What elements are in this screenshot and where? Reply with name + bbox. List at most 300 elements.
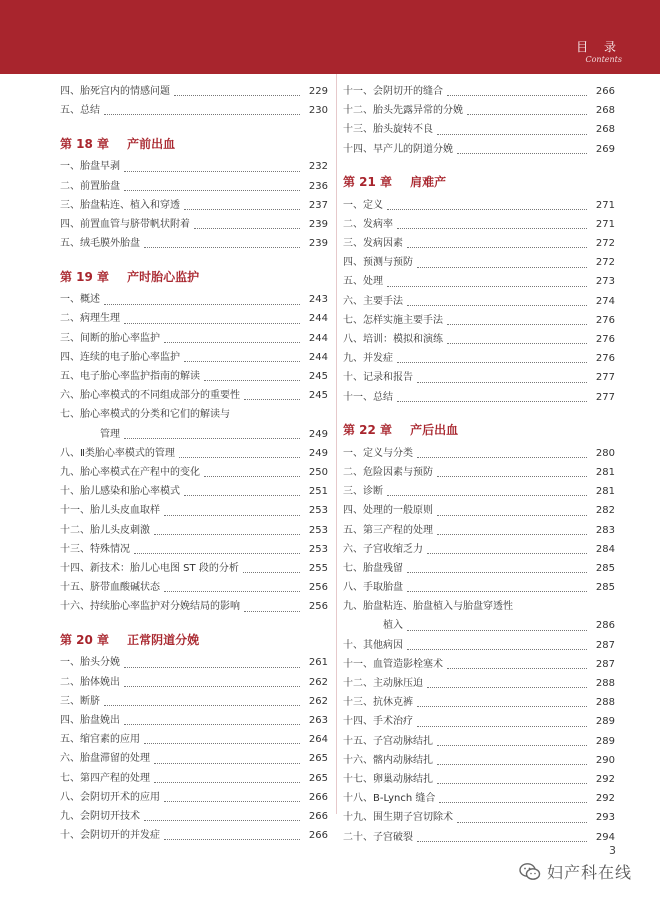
dot-leader <box>437 782 587 784</box>
toc-entry[interactable] <box>343 597 615 616</box>
toc-entry[interactable] <box>343 674 615 693</box>
header-title: 目 录 <box>576 40 622 54</box>
dot-leader <box>417 725 587 727</box>
toc-entry-page: 265 <box>308 753 328 765</box>
toc-entry[interactable] <box>60 425 328 444</box>
toc-entry-page: 271 <box>595 199 615 211</box>
toc-entry-page: 280 <box>595 447 615 459</box>
dot-leader <box>184 494 300 496</box>
toc-entry[interactable] <box>60 215 328 234</box>
dot-leader <box>204 379 300 381</box>
toc-entry-title: 一、胎头分娩 <box>60 657 120 669</box>
dot-leader <box>124 322 300 324</box>
toc-entry-page: 253 <box>308 505 328 517</box>
chapter-heading <box>343 416 615 444</box>
toc-entry-title: 六、胎心率模式的不同组成部分的重要性 <box>60 390 240 402</box>
chapter-title: 正常阴道分娩 <box>127 633 200 647</box>
toc-entry-title: 十六、髂内动脉结扎 <box>343 754 433 766</box>
dot-leader <box>437 514 587 516</box>
toc-entry-page: 289 <box>595 716 615 728</box>
dot-leader <box>427 552 587 554</box>
toc-entry-title: 十五、子宫动脉结扎 <box>343 735 433 747</box>
toc-entry-title: 一、胎盘早剥 <box>60 161 120 173</box>
toc-entry[interactable] <box>343 140 615 159</box>
toc-entry-page: 271 <box>595 218 615 230</box>
toc-entry[interactable] <box>60 290 328 309</box>
dot-leader <box>439 801 587 803</box>
toc-entry[interactable] <box>343 828 615 847</box>
dot-leader <box>397 361 587 363</box>
toc-entry-title: 十三、抗休克裤 <box>343 697 413 709</box>
dot-leader <box>407 590 587 592</box>
dot-leader <box>244 398 300 400</box>
toc-entry[interactable] <box>60 82 328 101</box>
toc-entry[interactable] <box>343 617 615 636</box>
dot-leader <box>154 762 300 764</box>
toc-entry-page: 262 <box>308 676 328 688</box>
toc-entry-page: 294 <box>595 831 615 843</box>
toc-entry-title: 十二、胎儿头皮刺激 <box>60 524 150 536</box>
toc-entry-title: 九、胎盘粘连、胎盘植入与胎盘穿透性 <box>343 601 513 613</box>
toc-entry-page: 265 <box>308 772 328 784</box>
dot-leader <box>397 400 587 402</box>
toc-entry-title: 十三、特殊情况 <box>60 543 130 555</box>
dot-leader <box>437 763 587 765</box>
dot-leader <box>387 494 587 496</box>
toc-entry[interactable] <box>60 329 328 348</box>
dot-leader <box>244 610 300 612</box>
toc-entry-page: 236 <box>308 180 328 192</box>
toc-entry[interactable] <box>60 730 328 749</box>
toc-entry-title: 十、其他病因 <box>343 639 403 651</box>
toc-entry[interactable] <box>343 789 615 808</box>
dot-leader <box>154 781 300 783</box>
toc-entry[interactable] <box>343 349 615 368</box>
toc-entry-page: 276 <box>595 353 615 365</box>
toc-entry[interactable] <box>60 386 328 405</box>
toc-entry[interactable] <box>343 463 615 482</box>
header-subtitle: Contents <box>585 55 622 64</box>
toc-entry-title: 一、定义与分类 <box>343 447 413 459</box>
toc-entry[interactable] <box>343 559 615 578</box>
toc-entry[interactable] <box>343 770 615 789</box>
toc-entry-title: 二、发病率 <box>343 218 393 230</box>
toc-entry-title: 五、电子胎心率监护指南的解读 <box>60 371 200 383</box>
toc-entry-title: 十、记录和报告 <box>343 372 413 384</box>
toc-entry[interactable] <box>60 157 328 176</box>
toc-entry[interactable] <box>343 273 615 292</box>
toc-entry-title: 三、断脐 <box>60 695 100 707</box>
toc-entry[interactable] <box>60 444 328 463</box>
toc-entry-title: 六、主要手法 <box>343 295 403 307</box>
toc-entry[interactable] <box>343 234 615 253</box>
toc-entry-title: 七、胎心率模式的分类和它们的解读与 <box>60 409 230 421</box>
toc-entry-page: 249 <box>308 428 328 440</box>
dot-leader <box>124 723 300 725</box>
toc-entry-title: 九、会阴切开技术 <box>60 810 140 822</box>
toc-entry-page: 261 <box>308 657 328 669</box>
toc-entry-page: 286 <box>595 620 615 632</box>
dot-leader <box>144 246 300 248</box>
toc-entry-title: 十二、胎头先露异常的分娩 <box>343 105 463 117</box>
dot-leader <box>164 800 300 802</box>
toc-entry[interactable] <box>60 692 328 711</box>
toc-entry-page: 256 <box>308 582 328 594</box>
toc-entry[interactable] <box>60 654 328 673</box>
toc-entry[interactable] <box>60 807 328 826</box>
dot-leader <box>407 648 587 650</box>
chapter-title: 产时胎心监护 <box>127 269 200 284</box>
toc-entry[interactable] <box>343 196 615 215</box>
header-banner <box>0 0 660 74</box>
dot-leader <box>179 456 300 458</box>
toc-entry-title: 五、绒毛膜外胎盘 <box>60 238 140 250</box>
toc-entry[interactable] <box>343 540 615 559</box>
toc-entry[interactable] <box>60 673 328 692</box>
toc-entry-title: 八、手取胎盘 <box>343 582 403 594</box>
dot-leader <box>164 341 300 343</box>
dot-leader <box>184 360 300 362</box>
toc-entry[interactable] <box>343 444 615 463</box>
toc-entry-page: 277 <box>595 372 615 384</box>
toc-entry-page: 243 <box>308 294 328 306</box>
dot-leader <box>417 381 587 383</box>
watermark <box>519 860 632 883</box>
toc-entry-page: 272 <box>595 238 615 250</box>
toc-entry-page: 268 <box>595 124 615 136</box>
dot-leader <box>467 113 587 115</box>
toc-entry-page: 253 <box>308 524 328 536</box>
toc-entry-title: 七、怎样实施主要手法 <box>343 314 443 326</box>
toc-entry-title: 五、总结 <box>60 105 100 117</box>
toc-entry-page: 230 <box>308 105 328 117</box>
toc-entry-page: 287 <box>595 658 615 670</box>
toc-entry[interactable] <box>60 597 328 616</box>
chapter-gap <box>60 120 328 126</box>
toc-entry-title: 六、子宫收缩乏力 <box>343 543 423 555</box>
chapter-number: 第 21 章 <box>343 175 393 190</box>
toc-entry-page: 239 <box>308 218 328 230</box>
toc-entry[interactable] <box>60 521 328 540</box>
toc-entry-title: 二、前置胎盘 <box>60 180 120 192</box>
toc-entry[interactable] <box>60 367 328 386</box>
toc-entry-page: 288 <box>595 697 615 709</box>
toc-entry[interactable] <box>60 196 328 215</box>
toc-entry-title: 十、会阴切开的并发症 <box>60 830 160 842</box>
dot-leader <box>174 94 300 96</box>
dot-leader <box>417 266 587 268</box>
toc-entry-page: 249 <box>308 447 328 459</box>
wechat-icon <box>519 862 541 882</box>
toc-entry-page: 232 <box>308 161 328 173</box>
dot-leader <box>437 133 587 135</box>
toc-entry-title: 十、胎儿感染和胎心率模式 <box>60 486 180 498</box>
dot-leader <box>407 304 587 306</box>
chapter-title: 产前出血 <box>127 136 176 151</box>
toc-entry-page: 245 <box>308 371 328 383</box>
toc-entry-title: 植入 <box>383 620 403 632</box>
toc-entry-title: 八、Ⅱ类胎心率模式的管理 <box>60 447 175 459</box>
toc-entry-title: 十三、胎头旋转不良 <box>343 124 433 136</box>
toc-entry-page: 244 <box>308 332 328 344</box>
toc-entry-page: 288 <box>595 678 615 690</box>
dot-leader <box>397 227 587 229</box>
toc-entry[interactable] <box>60 559 328 578</box>
dot-leader <box>104 113 300 115</box>
toc-entry-page: 292 <box>595 773 615 785</box>
chapter-gap <box>343 407 615 413</box>
dot-leader <box>457 821 587 823</box>
toc-entry-title: 四、处理的一般原则 <box>343 505 433 517</box>
toc-entry-page: 276 <box>595 314 615 326</box>
toc-entry-page: 290 <box>595 754 615 766</box>
toc-entry-page: 293 <box>595 812 615 824</box>
toc-entry[interactable] <box>343 808 615 827</box>
chapter-number: 第 18 章 <box>60 136 110 151</box>
toc-entry-page: 292 <box>595 793 615 805</box>
toc-entry[interactable] <box>343 215 615 234</box>
toc-entry-title: 二、病理生理 <box>60 313 120 325</box>
toc-entry[interactable] <box>60 769 328 788</box>
dot-leader <box>447 342 587 344</box>
dot-leader <box>437 744 587 746</box>
toc-entry-title: 五、第三产程的处理 <box>343 524 433 536</box>
toc-entry-title: 三、诊断 <box>343 486 383 498</box>
toc-entry[interactable] <box>343 693 615 712</box>
toc-entry[interactable] <box>60 234 328 253</box>
dot-leader <box>124 666 300 668</box>
toc-entry-page: 266 <box>595 85 615 97</box>
toc-entry[interactable] <box>343 636 615 655</box>
toc-entry-page: 289 <box>595 735 615 747</box>
dot-leader <box>164 590 300 592</box>
toc-entry[interactable] <box>60 348 328 367</box>
dot-leader <box>154 533 300 535</box>
toc-entry[interactable] <box>343 501 615 520</box>
toc-entry-page: 266 <box>308 830 328 842</box>
toc-entry-title: 三、发病因素 <box>343 238 403 250</box>
dot-leader <box>427 686 587 688</box>
toc-entry-title: 十一、会阴切开的缝合 <box>343 85 443 97</box>
toc-entry[interactable] <box>60 540 328 559</box>
toc-entry-title: 一、定义 <box>343 199 383 211</box>
dot-leader <box>417 456 587 458</box>
chapter-heading <box>60 262 328 290</box>
toc-entry-page: 266 <box>308 810 328 822</box>
chapter-number: 第 19 章 <box>60 269 110 284</box>
toc-entry[interactable] <box>343 120 615 139</box>
dot-leader <box>124 437 300 439</box>
dot-leader <box>447 667 587 669</box>
toc-entry[interactable] <box>60 501 328 520</box>
toc-entry-page: 239 <box>308 238 328 250</box>
toc-entry[interactable] <box>60 826 328 845</box>
chapter-gap <box>60 253 328 259</box>
toc-entry[interactable] <box>60 711 328 730</box>
dot-leader <box>164 514 300 516</box>
toc-entry-title: 一、概述 <box>60 294 100 306</box>
toc-entry-title: 八、培训：模拟和演练 <box>343 334 443 346</box>
toc-entry-title: 十二、主动脉压迫 <box>343 678 423 690</box>
toc-entry[interactable] <box>60 578 328 597</box>
dot-leader <box>124 189 300 191</box>
toc-entry-title: 九、并发症 <box>343 353 393 365</box>
dot-leader <box>184 208 300 210</box>
dot-leader <box>124 685 300 687</box>
toc-entry-title: 五、处理 <box>343 276 383 288</box>
toc-entry[interactable] <box>343 388 615 407</box>
toc-entry-title: 十七、卵巢动脉结扎 <box>343 773 433 785</box>
toc-entry-page: 277 <box>595 391 615 403</box>
toc-entry-title: 三、间断的胎心率监护 <box>60 332 160 344</box>
toc-entry-title: 二、危险因素与预防 <box>343 466 433 478</box>
dot-leader <box>457 152 587 154</box>
toc-entry-title: 十一、总结 <box>343 391 393 403</box>
toc-entry-page: 253 <box>308 543 328 555</box>
toc-entry[interactable] <box>60 482 328 501</box>
toc-entry-page: 237 <box>308 199 328 211</box>
chapter-heading <box>343 168 615 196</box>
dot-leader <box>407 629 587 631</box>
toc-entry[interactable] <box>343 521 615 540</box>
dot-leader <box>134 552 300 554</box>
dot-leader <box>144 742 300 744</box>
dot-leader <box>144 819 300 821</box>
toc-entry[interactable] <box>343 751 615 770</box>
dot-leader <box>194 227 300 229</box>
dot-leader <box>447 323 587 325</box>
toc-entry-page: 285 <box>595 582 615 594</box>
toc-entry-title: 四、预测与预防 <box>343 257 413 269</box>
toc-entry[interactable] <box>60 177 328 196</box>
dot-leader <box>387 208 587 210</box>
toc-entry-title: 十四、新技术：胎儿心电图 ST 段的分析 <box>60 562 239 574</box>
toc-entry-page: 276 <box>595 334 615 346</box>
chapter-heading <box>60 129 328 157</box>
toc-entry[interactable] <box>343 253 615 272</box>
toc-entry-page: 251 <box>308 486 328 498</box>
toc-entry-page: 281 <box>595 486 615 498</box>
toc-entry-title: 四、胎盘娩出 <box>60 715 120 727</box>
toc-entry-title: 七、胎盘残留 <box>343 562 403 574</box>
toc-entry-page: 283 <box>595 524 615 536</box>
chapter-number: 第 20 章 <box>60 633 110 647</box>
dot-leader <box>204 475 300 477</box>
toc-entry-page: 244 <box>308 313 328 325</box>
toc-entry[interactable] <box>60 101 328 120</box>
chapter-heading <box>60 626 328 654</box>
chapter-title: 产后出血 <box>410 423 459 438</box>
chapter-title: 肩难产 <box>410 175 447 190</box>
toc-entry-page: 266 <box>308 791 328 803</box>
toc-entry[interactable] <box>343 712 615 731</box>
toc-entry-page: 245 <box>308 390 328 402</box>
watermark-text: 妇产科在线 <box>546 863 632 882</box>
toc-entry-title: 十四、手术治疗 <box>343 716 413 728</box>
chapter-gap <box>343 159 615 165</box>
toc-entry-page: 264 <box>308 734 328 746</box>
toc-entry[interactable] <box>343 101 615 120</box>
chapter-number: 第 22 章 <box>343 423 393 438</box>
toc-entry-page: 256 <box>308 601 328 613</box>
toc-entry[interactable] <box>343 732 615 751</box>
toc-entry-page: 255 <box>308 562 328 574</box>
column-divider <box>336 74 337 814</box>
toc-entry[interactable] <box>343 82 615 101</box>
toc-entry-page: 273 <box>595 276 615 288</box>
dot-leader <box>407 246 587 248</box>
dot-leader <box>417 840 587 842</box>
dot-leader <box>104 303 300 305</box>
chapter-gap <box>60 617 328 623</box>
toc-entry[interactable] <box>60 310 328 329</box>
toc-entry-title: 十八、B-Lynch 缝合 <box>343 793 436 805</box>
toc-entry-title: 管理 <box>100 428 120 440</box>
toc-entry-page: 282 <box>595 505 615 517</box>
toc-entry[interactable] <box>60 749 328 768</box>
dot-leader <box>387 285 587 287</box>
toc-entry-title: 二、胎体娩出 <box>60 676 120 688</box>
toc-entry-page: 272 <box>595 257 615 269</box>
toc-entry[interactable] <box>343 292 615 311</box>
toc-entry-page: 285 <box>595 562 615 574</box>
dot-leader <box>243 571 300 573</box>
dot-leader <box>447 94 587 96</box>
toc-entry-page: 244 <box>308 351 328 363</box>
toc-entry-page: 250 <box>308 466 328 478</box>
toc-entry-title: 五、缩宫素的应用 <box>60 734 140 746</box>
toc-entry-title: 三、胎盘粘连、植入和穿透 <box>60 199 180 211</box>
toc-entry[interactable] <box>343 330 615 349</box>
toc-entry-title: 九、胎心率模式在产程中的变化 <box>60 466 200 478</box>
toc-entry-title: 四、连续的电子胎心率监护 <box>60 351 180 363</box>
toc-entry-title: 十一、血管造影栓塞术 <box>343 658 443 670</box>
dot-leader <box>407 571 587 573</box>
toc-entry[interactable] <box>60 463 328 482</box>
dot-leader <box>417 705 587 707</box>
toc-entry-title: 七、第四产程的处理 <box>60 772 150 784</box>
toc-entry[interactable] <box>60 788 328 807</box>
dot-leader <box>164 838 300 840</box>
dot-leader <box>124 170 300 172</box>
toc-entry[interactable] <box>343 311 615 330</box>
toc-entry[interactable] <box>60 405 328 424</box>
toc-entry-page: 268 <box>595 105 615 117</box>
dot-leader <box>104 704 300 706</box>
toc-entry-title: 四、前置血管与脐带帆状附着 <box>60 218 190 230</box>
toc-entry-page: 229 <box>308 85 328 97</box>
toc-entry-page: 269 <box>595 143 615 155</box>
toc-entry-page: 274 <box>595 295 615 307</box>
toc-entry-page: 284 <box>595 543 615 555</box>
toc-entry-title: 十六、持续胎心率监护对分娩结局的影响 <box>60 601 240 613</box>
toc-entry-title: 十四、早产儿的阴道分娩 <box>343 143 453 155</box>
toc-entry[interactable] <box>343 655 615 674</box>
toc-entry-page: 281 <box>595 466 615 478</box>
dot-leader <box>437 475 587 477</box>
toc-entry[interactable] <box>343 482 615 501</box>
toc-entry-title: 八、会阴切开术的应用 <box>60 791 160 803</box>
toc-entry[interactable] <box>343 368 615 387</box>
toc-entry-title: 十一、胎儿头皮血取样 <box>60 505 160 517</box>
toc-entry-title: 十五、脐带血酸碱状态 <box>60 582 160 594</box>
toc-entry-title: 十九、围生期子宫切除术 <box>343 812 453 824</box>
toc-entry-page: 263 <box>308 715 328 727</box>
toc-column-right <box>343 82 615 847</box>
toc-entry-page: 262 <box>308 695 328 707</box>
toc-entry[interactable] <box>343 578 615 597</box>
toc-entry-title: 四、胎死宫内的情感问题 <box>60 85 170 97</box>
